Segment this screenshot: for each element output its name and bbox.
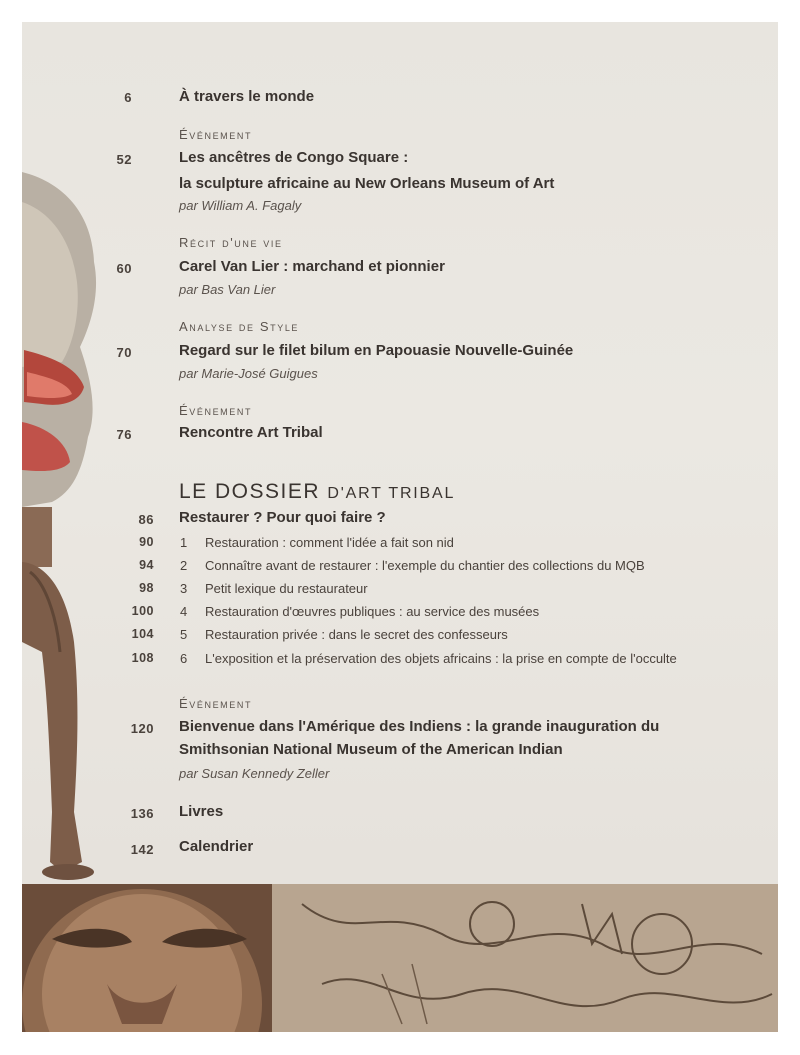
- page-number: 104: [131, 627, 154, 641]
- entry-category: Récit d'une vie: [179, 235, 283, 250]
- item-index: 4: [180, 604, 188, 619]
- entry-title: Les ancêtres de Congo Square :: [179, 149, 409, 166]
- entry-title: Livres: [179, 803, 224, 820]
- page-number: 136: [130, 806, 154, 821]
- item-index: 5: [180, 627, 188, 642]
- entry-title: À travers le monde: [179, 88, 315, 105]
- entry-title: Carel Van Lier : marchand et pionnier: [179, 258, 445, 275]
- page-number: 6: [124, 90, 132, 105]
- item-text: Connaître avant de restaurer : l'exemple du chantier des collections du MQB: [205, 558, 645, 573]
- dossier-title-main: LE DOSSIER: [179, 480, 321, 503]
- entry-category: Événement: [179, 696, 253, 711]
- item-index: 2: [180, 558, 188, 573]
- item-index: 3: [180, 581, 188, 596]
- entry-title-line2: Smithsonian National Museum of the American Indian: [179, 741, 563, 758]
- page-number: 142: [130, 842, 154, 857]
- page-number: 86: [138, 512, 154, 527]
- entry-title: Bienvenue dans l'Amérique des Indiens : la grande inauguration du: [179, 718, 660, 735]
- magazine-page: [22, 22, 778, 1032]
- item-text: Petit lexique du restaurateur: [205, 581, 368, 596]
- item-text: Restauration privée : dans le secret des confesseurs: [205, 627, 508, 642]
- entry-author: par Bas Van Lier: [179, 282, 276, 297]
- entry-category: Événement: [179, 403, 253, 418]
- page-number: 100: [131, 604, 154, 618]
- entry-title: Rencontre Art Tribal: [179, 424, 323, 441]
- page-number: 120: [130, 721, 154, 736]
- entry-title-line2: la sculpture africaine au New Orleans Museum of Art: [179, 175, 555, 192]
- dossier-heading: Restaurer ? Pour quoi faire ?: [179, 509, 386, 526]
- page-number: 108: [131, 651, 154, 665]
- page-number: 60: [116, 261, 132, 276]
- dossier-title-rest: D'ART TRIBAL: [327, 485, 456, 502]
- item-index: 6: [180, 651, 188, 666]
- dossier-title: [179, 480, 455, 504]
- entry-category: Analyse de Style: [179, 319, 300, 334]
- entry-title: Calendrier: [179, 838, 254, 855]
- page-number: 70: [116, 345, 132, 360]
- page-number: 90: [139, 535, 154, 549]
- page-number: 98: [139, 581, 154, 595]
- entry-author: par William A. Fagaly: [179, 198, 302, 213]
- entry-category: Événement: [179, 127, 253, 142]
- entry-title: Regard sur le filet bilum en Papouasie Nouvelle-Guinée: [179, 342, 574, 359]
- page-number: 52: [116, 152, 132, 167]
- item-text: Restauration : comment l'idée a fait son nid: [205, 535, 454, 550]
- entry-author: par Susan Kennedy Zeller: [179, 766, 330, 781]
- item-text: L'exposition et la préservation des objets africains : la prise en compte de l'occulte: [205, 651, 677, 666]
- page-number: 76: [116, 427, 132, 442]
- item-text: Restauration d'œuvres publiques : au service des musées: [205, 604, 540, 619]
- entry-author: par Marie-José Guigues: [179, 366, 318, 381]
- bottom-artwork-band: [22, 884, 778, 1032]
- tribal-sculpture-image: [22, 172, 132, 882]
- item-index: 1: [180, 535, 188, 550]
- page-number: 94: [139, 558, 154, 572]
